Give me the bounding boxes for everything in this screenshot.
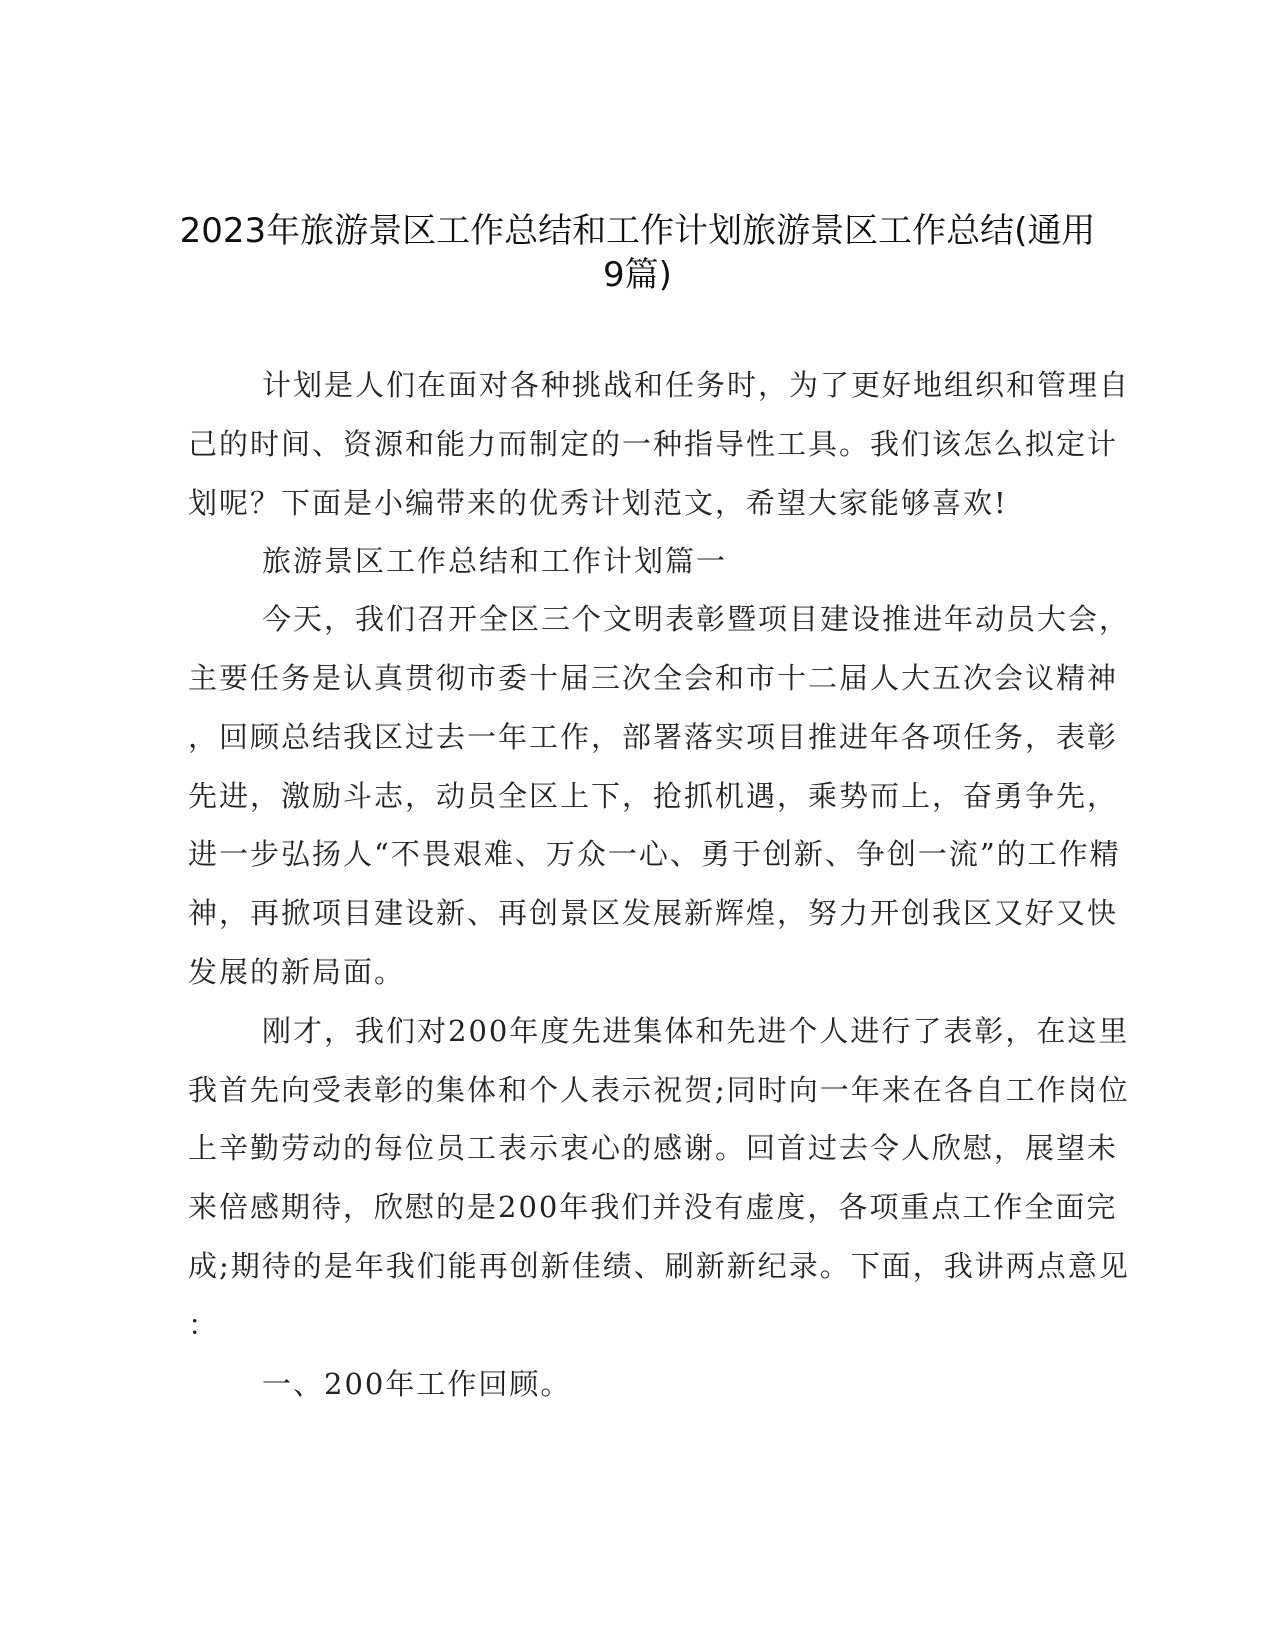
section-heading: 一、200年工作回顾。	[262, 1367, 572, 1401]
title-line-2: 9篇)	[603, 255, 672, 295]
paragraph-line: 己的时间、资源和能力而制定的一种指导性工具。我们该怎么拟定计	[188, 427, 1119, 461]
paragraph-line: 进一步弘扬人“不畏艰难、万众一心、勇于创新、争创一流”的工作精	[188, 837, 1121, 871]
paragraph-line: 刚才，我们对200年度先进集体和先进个人进行了表彰，在这里	[262, 1014, 1130, 1048]
paragraph-line: 神，再掀项目建设新、再创景区发展新辉煌，努力开创我区又好又快	[188, 896, 1119, 930]
paragraph-line: ：	[188, 1308, 220, 1342]
paragraph-line: 成;期待的是年我们能再创新佳绩、刷新新纪录。下面，我讲两点意见	[188, 1249, 1130, 1283]
paragraph-line: 来倍感期待，欣慰的是200年我们并没有虚度，各项重点工作全面完	[188, 1190, 1118, 1224]
paragraph-line: 今天，我们召开全区三个文明表彰暨项目建设推进年动员大会，	[262, 602, 1131, 636]
title-line-1: 2023年旅游景区工作总结和工作计划旅游景区工作总结(通用	[179, 211, 1096, 251]
paragraph-line: ，回顾总结我区过去一年工作，部署落实项目推进年各项任务，表彰	[188, 720, 1119, 754]
section-heading: 旅游景区工作总结和工作计划篇一	[262, 544, 728, 578]
paragraph-line: 我首先向受表彰的集体和个人表示祝贺;同时向一年来在各自工作岗位	[188, 1073, 1130, 1107]
paragraph-line: 划呢？下面是小编带来的优秀计划范文，希望大家能够喜欢!	[188, 486, 1008, 520]
paragraph-line: 发展的新局面。	[188, 955, 406, 989]
paragraph-line: 主要任务是认真贯彻市委十届三次全会和市十二届人大五次会议精神	[188, 661, 1119, 695]
paragraph-line: 计划是人们在面对各种挑战和任务时，为了更好地组织和管理自	[262, 368, 1131, 402]
paragraph-line: 上辛勤劳动的每位员工表示衷心的感谢。回首过去令人欣慰，展望未	[188, 1131, 1119, 1165]
paragraph-line: 先进，激励斗志，动员全区上下，抢抓机遇，乘势而上，奋勇争先，	[188, 779, 1119, 813]
